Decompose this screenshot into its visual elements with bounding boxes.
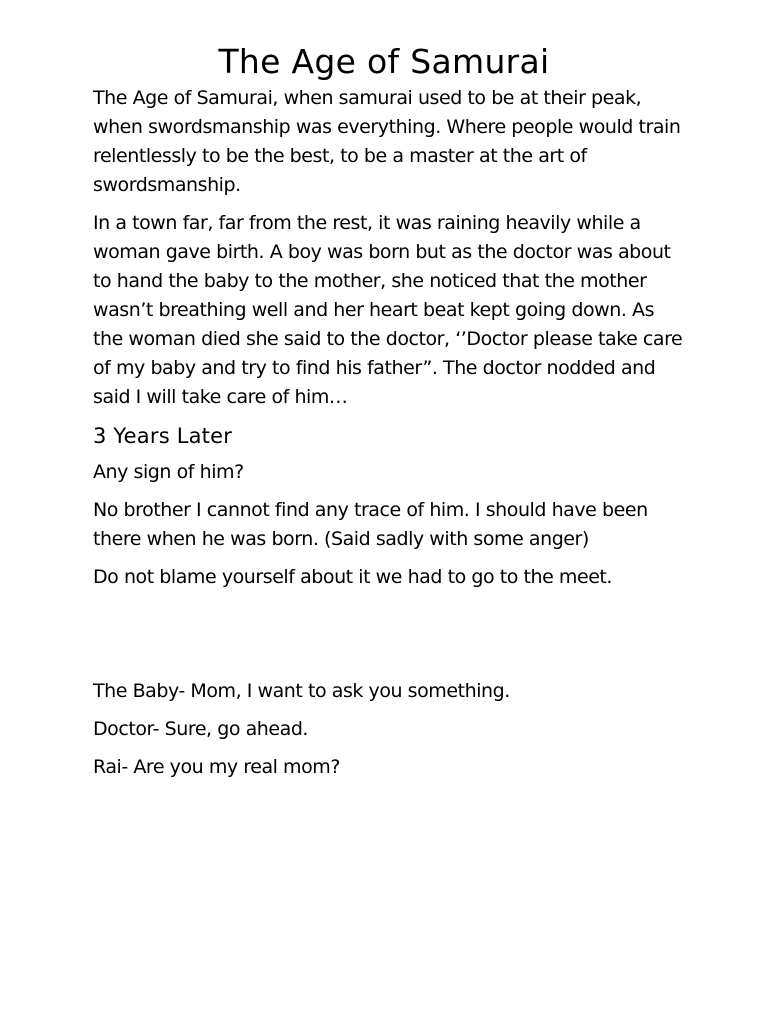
blank-space	[93, 601, 683, 677]
paragraph-section-1: Any sign of him?	[93, 461, 244, 483]
document-page	[93, 40, 683, 791]
paragraph-intro-2: In a town far, far from the rest, it was raining heavily while a woman gave birth. A boy was born but as the doctor was about to hand the baby to the mother, she noticed that the mother wasn’t breathing well and her heart beat kept going down. As the woman died she said to the doctor, ‘’Doctor please take care of my baby and try to find his father”. The doctor nodded and said I will take care of him…	[93, 212, 683, 408]
section-heading: 3 Years Later	[93, 424, 233, 448]
dialogue-line-3: Rai- Are you my real mom?	[93, 756, 340, 778]
dialogue-line-1: The Baby- Mom, I want to ask you something.	[93, 680, 510, 702]
paragraph-intro-1: The Age of Samurai, when samurai used to be at their peak, when swordsmanship was everything. Where people would train relentlessly to be the best, to be a master at the art of swordsmanship.	[93, 87, 681, 196]
dialogue-line-2: Doctor- Sure, go ahead.	[93, 718, 309, 740]
paragraph-section-3: Do not blame yourself about it we had to go to the meet.	[93, 566, 613, 588]
document-title: The Age of Samurai	[218, 42, 550, 81]
paragraph-section-2: No brother I cannot find any trace of him. I should have been there when he was born. (Said sadly with some anger)	[93, 499, 648, 550]
